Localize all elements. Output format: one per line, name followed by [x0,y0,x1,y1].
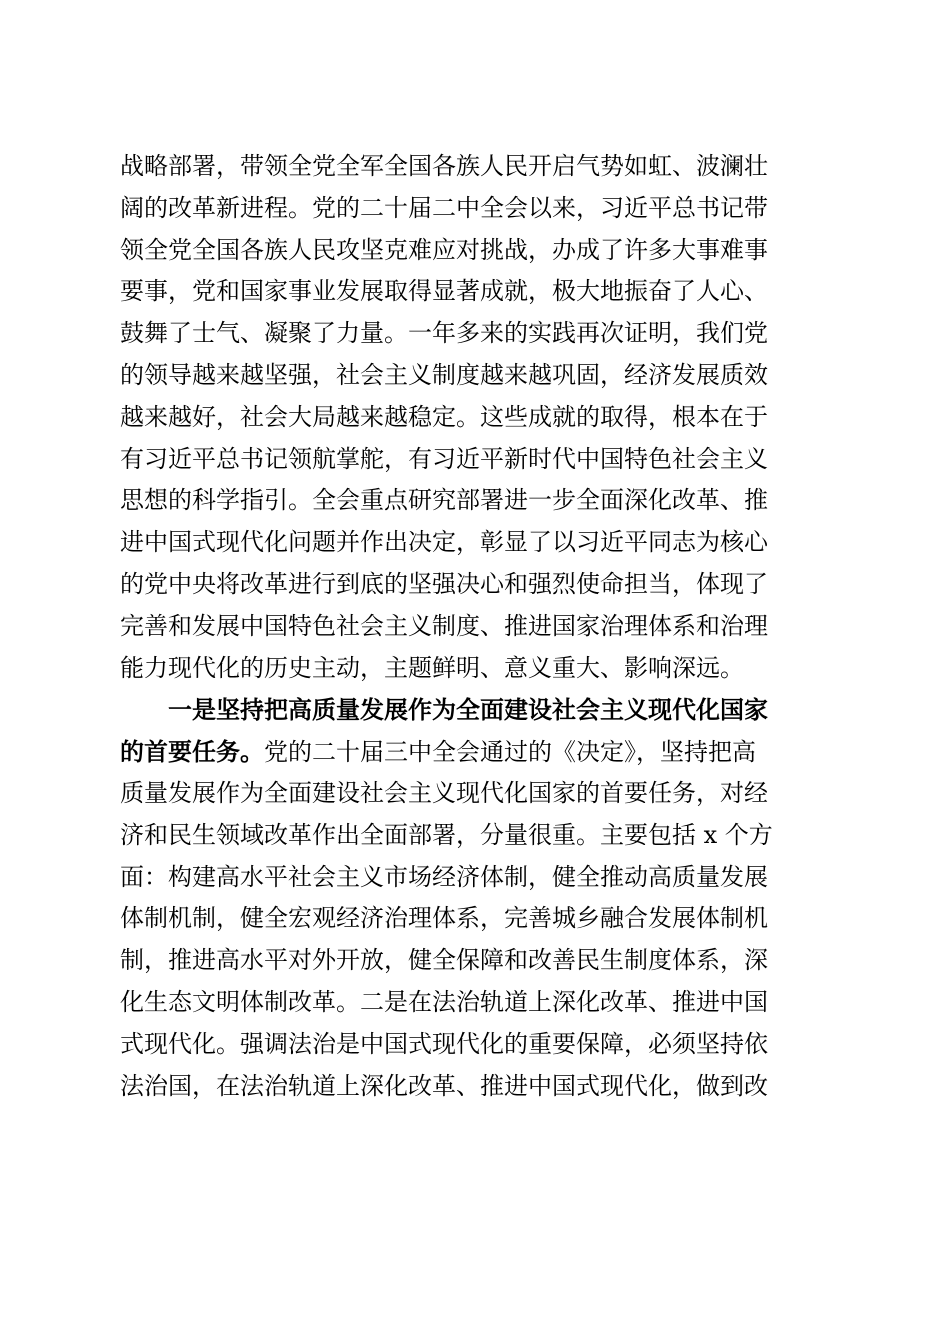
paragraph-line: 济和民生领域改革作出全面部署，分量很重。主要包括 x 个方 [120,820,773,849]
paragraph-line: 鼓舞了士气、凝聚了力量。一年多来的实践再次证明，我们党 [120,319,768,348]
paragraph-line: 化生态文明体制改革。二是在法治轨道上深化改革、推进中国 [120,987,768,1016]
paragraph-line: 进中国式现代化问题并作出决定，彰显了以习近平同志为核心 [120,528,768,557]
section-heading: 一是坚持把高质量发展作为全面建设社会主义现代化国家 [168,695,768,725]
paragraph-line: 领全党全国各族人民攻坚克难应对挑战，办成了许多大事难事 [120,235,768,264]
paragraph-line: 式现代化。强调法治是中国式现代化的重要保障，必须坚持依 [120,1029,768,1058]
paragraph-line [120,731,832,773]
paragraph-line: 能力现代化的历史主动，主题鲜明、意义重大、影响深远。 [120,653,744,682]
paragraph-line: 思想的科学指引。全会重点研究部署进一步全面深化改革、推 [120,486,768,515]
paragraph-1 [120,146,832,689]
paragraph-line: 体制机制，健全宏观经济治理体系，完善城乡融合发展体制机 [120,904,768,933]
paragraph-line: 的党中央将改革进行到底的坚强决心和强烈使命担当，体现了 [120,569,768,598]
paragraph-line: 法治国，在法治轨道上深化改革、推进中国式现代化，做到改 [120,1071,768,1100]
section-heading-end: 的首要任务。 [120,737,264,767]
paragraph-line: 的领导越来越坚强，社会主义制度越来越巩固，经济发展质效 [120,360,768,389]
paragraph-line: 要事，党和国家事业发展取得显著成就，极大地振奋了人心、 [120,277,768,306]
paragraph-text: 党的二十届三中全会通过的《决定》，坚持把高 [264,738,756,767]
document-body [120,146,832,1107]
paragraph-line: 战略部署，带领全党全军全国各族人民开启气势如虹、波澜壮 [120,152,768,180]
paragraph-line: 完善和发展中国特色社会主义制度、推进国家治理体系和治理 [120,611,768,640]
paragraph-2 [120,689,832,1107]
paragraph-line: 面：构建高水平社会主义市场经济体制，健全推动高质量发展 [120,862,768,891]
paragraph-line: 质量发展作为全面建设社会主义现代化国家的首要任务，对经 [120,778,768,807]
paragraph-line: 越来越好，社会大局越来越稳定。这些成就的取得，根本在于 [120,402,768,431]
paragraph-line: 阔的改革新进程。党的二十届二中全会以来，习近平总书记带 [120,193,768,222]
paragraph-line: 有习近平总书记领航掌舵，有习近平新时代中国特色社会主义 [120,444,768,473]
paragraph-line: 制，推进高水平对外开放，健全保障和改善民生制度体系，深 [120,946,768,975]
